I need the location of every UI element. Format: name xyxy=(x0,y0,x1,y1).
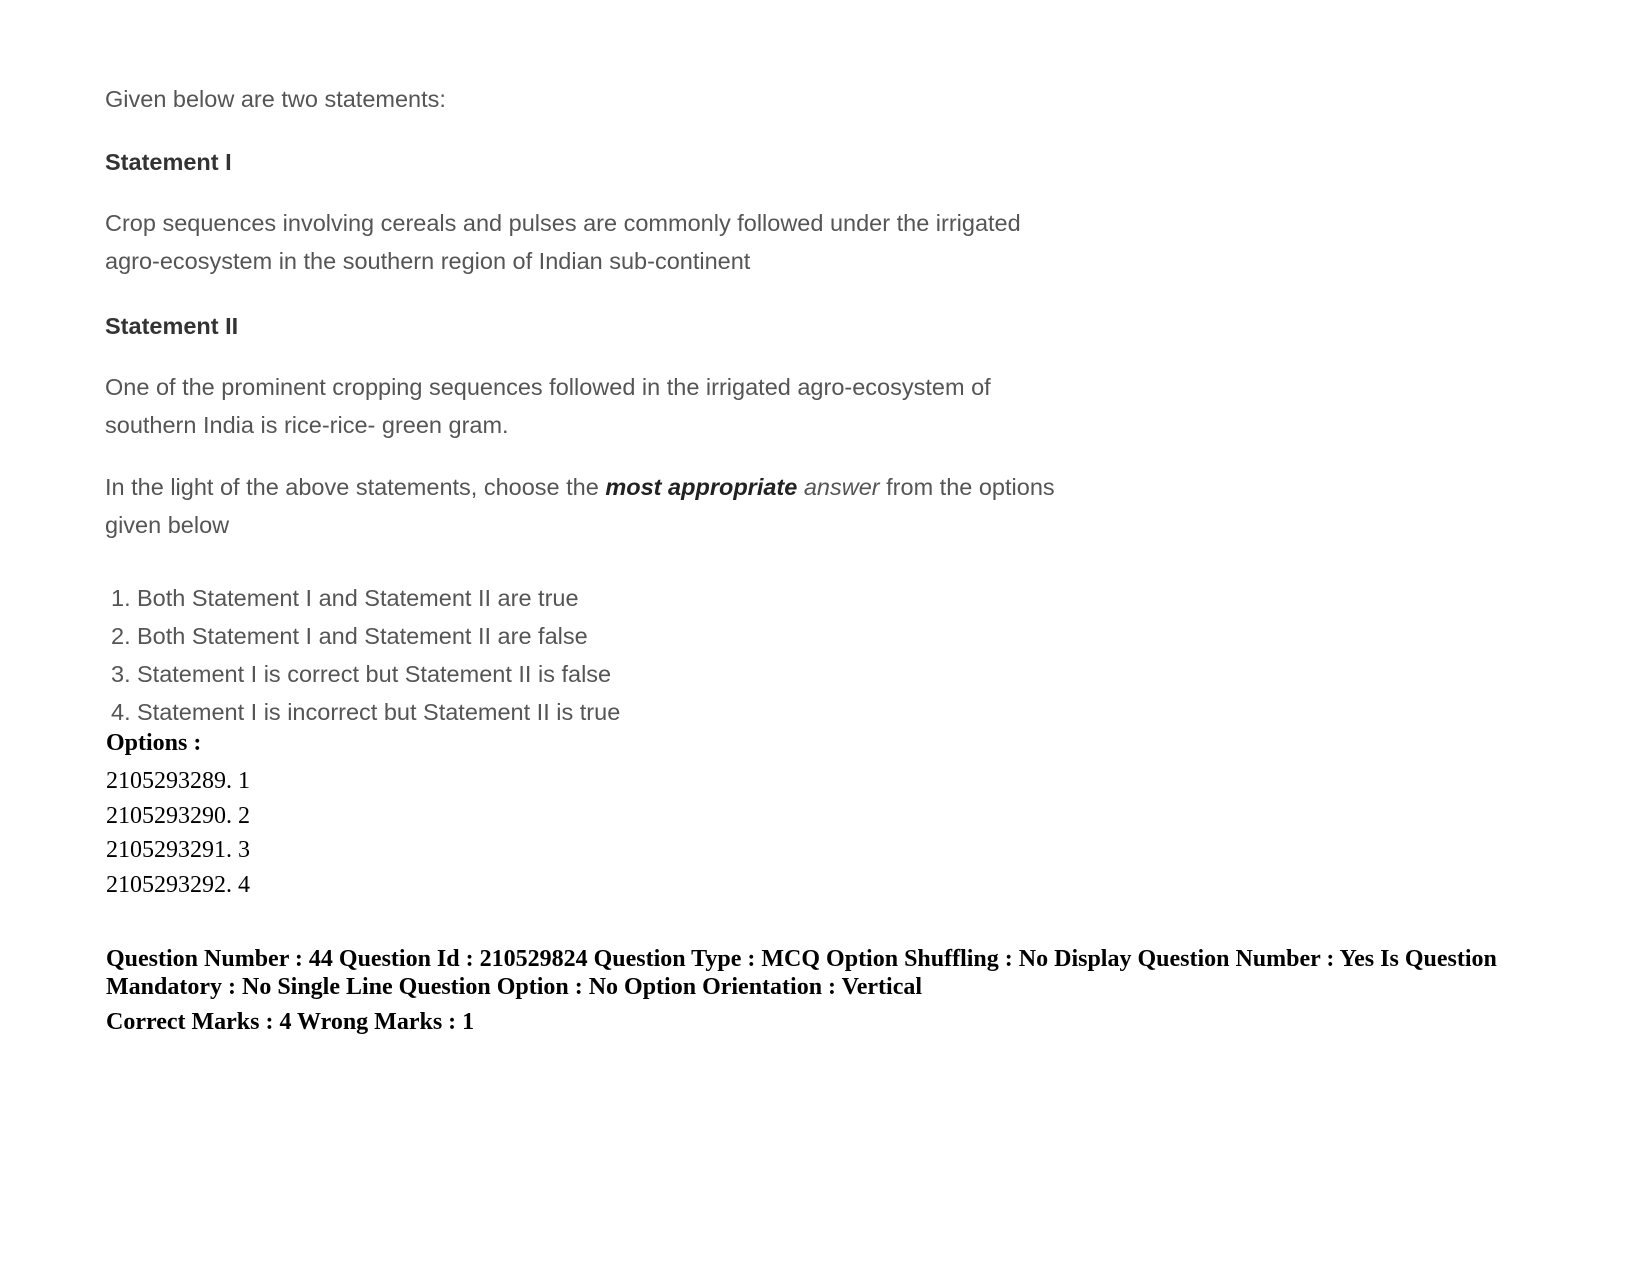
choice-number: 1. xyxy=(111,585,131,611)
statement-2-text xyxy=(105,368,991,444)
statement-1-text xyxy=(105,204,1021,280)
instruction-line xyxy=(105,468,1055,506)
instruction-italic: answer xyxy=(803,474,880,500)
choice-text: Both Statement I and Statement II are false xyxy=(137,623,588,649)
statement-2-heading: Statement II xyxy=(105,313,239,339)
option-item: 2105293292. 4 xyxy=(106,871,250,898)
choice-item xyxy=(111,617,620,655)
option-item: 2105293290. 2 xyxy=(106,802,250,829)
option-list xyxy=(106,764,250,902)
choice-text: Statement I is incorrect but Statement II is true xyxy=(137,699,621,725)
choice-text: Both Statement I and Statement II are true xyxy=(137,585,579,611)
choice-item xyxy=(111,655,620,693)
statement-1-heading: Statement I xyxy=(105,149,232,175)
options-label: Options : xyxy=(106,730,202,756)
choice-list xyxy=(111,579,620,731)
statement-2-line: One of the prominent cropping sequences followed in the irrigated agro-ecosystem of xyxy=(105,374,991,400)
option-item: 2105293291. 3 xyxy=(106,837,250,863)
choice-text: Statement I is correct but Statement II is false xyxy=(137,661,612,687)
instruction-before: In the light of the above statements, choose the xyxy=(105,474,606,500)
statement-2-line: southern India is rice-rice- green gram. xyxy=(105,412,509,438)
choice-number: 3. xyxy=(111,661,131,687)
question-details: Question Number : 44 Question Id : 210529824 Question Type : MCQ Option Shuffling : No Display Question Number : Yes Is Question Mandatory : No Single Line Question Option : No Option Orientation : Vertical xyxy=(106,946,1497,1000)
instruction-text xyxy=(105,468,1055,544)
choice-item xyxy=(111,693,620,731)
choice-number: 2. xyxy=(111,623,131,649)
instruction-after: from the options xyxy=(879,474,1055,500)
instruction-line-2: given below xyxy=(105,512,230,538)
choice-item xyxy=(111,579,620,617)
marks-info: Correct Marks : 4 Wrong Marks : 1 xyxy=(106,1009,475,1035)
question-intro: Given below are two statements: xyxy=(105,86,446,112)
statement-1-line: agro-ecosystem in the southern region of Indian sub-continent xyxy=(105,248,751,274)
option-item: 2105293289. 1 xyxy=(106,768,250,794)
instruction-emphasis: most appropriate xyxy=(605,474,798,500)
statement-1-line: Crop sequences involving cereals and pulses are commonly followed under the irrigated xyxy=(105,210,1021,236)
choice-number: 4. xyxy=(111,699,131,725)
